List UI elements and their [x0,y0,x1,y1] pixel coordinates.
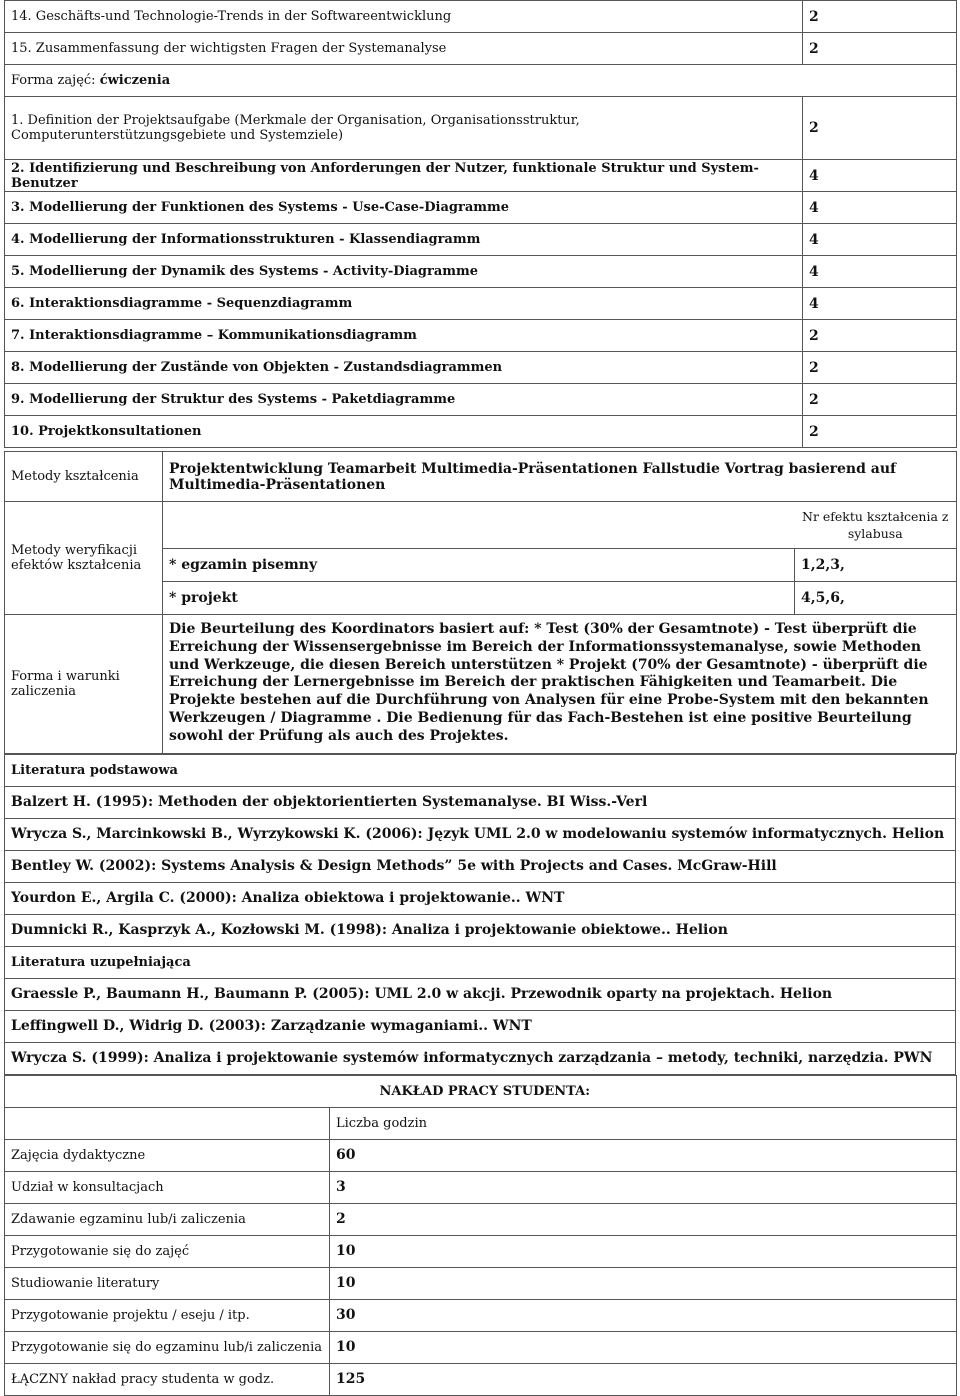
topic-row [5,1,957,33]
literature-table [4,754,956,1075]
workload-total-value: 125 [330,1363,957,1395]
topic-text: 4. Modellierung der Informationsstrukturen - Klassendiagramm [5,224,803,256]
topic-hours: 2 [803,33,957,65]
workload-table [4,1075,957,1396]
topic-text: 6. Interaktionsdiagramme - Sequenzdiagramm [5,288,803,320]
teaching-methods-value: Projektentwicklung Teamarbeit Multimedia-Präsentationen Fallstudie Vortrag basierend auf Multimedia-Präsentationen [163,452,957,502]
workload-title-spacer [5,1075,330,1107]
topic-text: 15. Zusammenfassung der wichtigsten Fragen der Systemanalyse [5,33,803,65]
form-label: Forma zajęć: [11,73,96,88]
workload-row [5,1203,957,1235]
topic-row [5,224,957,256]
workload-label: Przygotowanie projektu / eseju / itp. [5,1299,330,1331]
workload-row [5,1171,957,1203]
workload-row [5,1235,957,1267]
verification-method: * egzamin pisemny [163,549,795,582]
verification-effects: 4,5,6, [795,582,957,615]
workload-value: 2 [330,1203,957,1235]
topic-hours: 2 [803,384,957,416]
topic-hours: 2 [803,352,957,384]
literature-item: Graessle P., Baumann H., Baumann P. (2005): UML 2.0 w akcji. Przewodnik oparty na projektach. Helion [5,978,956,1010]
workload-value: 60 [330,1139,957,1171]
topic-row [5,320,957,352]
topic-row [5,97,957,160]
teaching-methods-row [5,452,957,502]
workload-label: Przygotowanie się do zajęć [5,1235,330,1267]
conditions-label: Forma i warunki zaliczenia [5,615,163,754]
conditions-row [5,615,957,754]
hours-header: Liczba godzin [330,1107,957,1139]
topics-table [4,0,957,448]
topic-hours: 2 [803,1,957,33]
literature-item: Yourdon E., Argila C. (2000): Analiza obiektowa i projektowanie.. WNT [5,882,956,914]
workload-title-row [5,1075,957,1107]
topic-text: 2. Identifizierung und Beschreibung von Anforderungen der Nutzer, funktionale Struktur und System-Benutzer [5,160,803,192]
topic-row [5,256,957,288]
workload-value: 10 [330,1267,957,1299]
effect-header-spacer [163,502,795,549]
workload-row [5,1299,957,1331]
topic-row [5,416,957,448]
topic-hours: 4 [803,192,957,224]
workload-total-label: ŁĄCZNY nakład pracy studenta w godz. [5,1363,330,1395]
syllabus-document [4,0,956,1396]
workload-title: NAKŁAD PRACY STUDENTA: [330,1075,957,1107]
conditions-value: Die Beurteilung des Koordinators basiert auf: * Test (30% der Gesamtnote) - Test überprüft die Erreichung der Wissensergebnisse im Bereich der Informationssystemanalyse, sowie Methoden und Werkzeuge, die diesen Bereich unterstützen * Projekt (70% der Gesamtnote) - überprüft die Erreichung der Lernergebnisse im Bereich der praktischen Fähigkeiten und Teamarbeit. Die Projekte bestehen auf die Durchführung von Analysen für eine Probe-System mit den bekannten Werkzeugen / Diagramme . Die Bedienung für das Fach-Bestehen ist eine positive Beurteilung sowohl der Prüfung als auch des Projektes. [163,615,957,754]
workload-value: 30 [330,1299,957,1331]
supplementary-literature-label: Literatura uzupełniająca [5,946,956,978]
workload-header-row [5,1107,957,1139]
topic-hours: 2 [803,320,957,352]
topic-text: 7. Interaktionsdiagramme – Kommunikationsdiagramm [5,320,803,352]
topic-hours: 2 [803,416,957,448]
workload-header-spacer [5,1107,330,1139]
workload-value: 3 [330,1171,957,1203]
topic-text: 1. Definition der Projektsaufgabe (Merkmale der Organisation, Organisationsstruktur, Computerunterstützungsgebiete und Systemziele) [5,97,803,160]
topic-hours: 4 [803,224,957,256]
form-value: ćwiczenia [99,73,171,88]
literature-item: Leffingwell D., Widrig D. (2003): Zarządzanie wymaganiami.. WNT [5,1010,956,1042]
literature-item: Wrycza S., Marcinkowski B., Wyrzykowski K. (2006): Język UML 2.0 w modelowaniu systemów informatycznych. Helion [5,818,956,850]
workload-label: Zajęcia dydaktyczne [5,1139,330,1171]
topic-text: 14. Geschäfts-und Technologie-Trends in der Softwareentwicklung [5,1,803,33]
topic-row [5,288,957,320]
workload-label: Udział w konsultacjach [5,1171,330,1203]
workload-label: Studiowanie literatury [5,1267,330,1299]
topic-row [5,384,957,416]
topic-hours: 4 [803,288,957,320]
form-cell [5,65,803,97]
effect-number-header: Nr efektu kształcenia z sylabusa [795,502,957,549]
workload-value: 10 [330,1331,957,1363]
workload-label: Zdawanie egzaminu lub/i zaliczenia [5,1203,330,1235]
workload-row [5,1139,957,1171]
form-empty-cell [803,65,957,97]
verification-methods-label: Metody weryfikacji efektów kształcenia [5,502,163,615]
literature-item: Bentley W. (2002): Systems Analysis & Design Methods” 5e with Projects and Cases. McGraw-Hill [5,850,956,882]
literature-item: Wrycza S. (1999): Analiza i projektowanie systemów informatycznych zarządzania – metody, techniki, narzędzia. PWN [5,1042,956,1074]
form-row [5,65,957,97]
topic-hours: 4 [803,160,957,192]
topic-hours: 4 [803,256,957,288]
topic-row [5,352,957,384]
basic-literature-label: Literatura podstawowa [5,754,956,786]
topic-row [5,33,957,65]
topic-row [5,160,957,192]
workload-total-row [5,1363,957,1395]
literature-item: Dumnicki R., Kasprzyk A., Kozłowski M. (1998): Analiza i projektowanie obiektowe.. Helion [5,914,956,946]
verification-method: * projekt [163,582,795,615]
topic-text: 3. Modellierung der Funktionen des Systems - Use-Case-Diagramme [5,192,803,224]
topic-hours: 2 [803,97,957,160]
workload-label: Przygotowanie się do egzaminu lub/i zaliczenia [5,1331,330,1363]
workload-row [5,1331,957,1363]
effect-header-row [5,502,957,549]
teaching-methods-label: Metody kształcenia [5,452,163,502]
literature-item: Balzert H. (1995): Methoden der objektorientierten Systemanalyse. BI Wiss.-Verl [5,786,956,818]
topic-text: 8. Modellierung der Zustände von Objekten - Zustandsdiagrammen [5,352,803,384]
topic-row [5,192,957,224]
workload-row [5,1267,957,1299]
verification-effects: 1,2,3, [795,549,957,582]
workload-value: 10 [330,1235,957,1267]
topic-text: 5. Modellierung der Dynamik des Systems - Activity-Diagramme [5,256,803,288]
topic-text: 9. Modellierung der Struktur des Systems - Paketdiagramme [5,384,803,416]
topic-text: 10. Projektkonsultationen [5,416,803,448]
methods-table [4,451,957,754]
